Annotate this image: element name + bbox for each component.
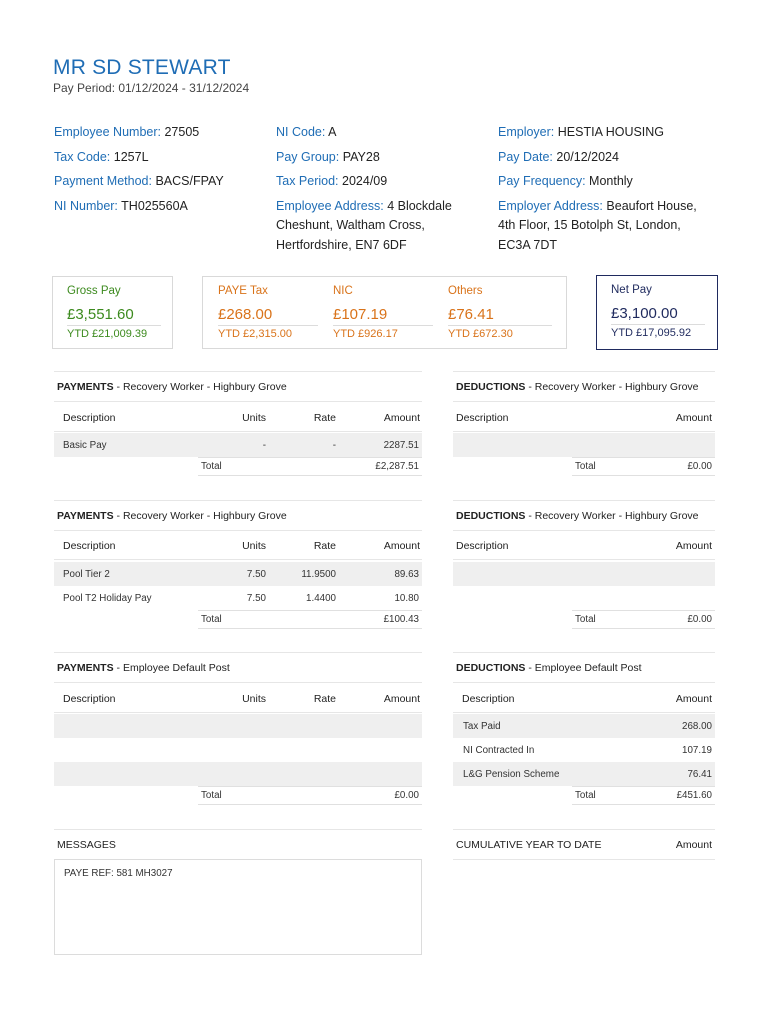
table-row: NI Contracted In 107.19 [463, 745, 712, 756]
pay-frequency: Pay Frequency: Monthly [498, 174, 633, 188]
employee-address: Employee Address: 4 Blockdale Cheshunt, Waltham Cross, Hertfordshire, EN7 6DF [276, 198, 452, 252]
nic-label: NIC [333, 285, 353, 297]
info-column-1 [54, 123, 264, 216]
deductions-section-title: DEDUCTIONS - Employee Default Post [456, 662, 642, 674]
table-row: Tax Paid 268.00 [453, 714, 715, 738]
table-row: Pool T2 Holiday Pay 7.50 1.4400 10.80 [63, 593, 419, 604]
payments-section-title: PAYMENTS - Recovery Worker - Highbury Grove [57, 381, 287, 393]
gross-pay-card [52, 276, 173, 349]
col-description: Description [63, 412, 116, 424]
messages-box [54, 859, 422, 955]
info-column-2 [276, 123, 486, 255]
paye-reference: PAYE REF: 581 MH3027 [64, 868, 173, 879]
deductions-total-row: Total £0.00 [572, 457, 715, 476]
col-amount: Amount [675, 839, 712, 851]
col-amount: Amount [675, 693, 712, 705]
col-units: Units [242, 693, 266, 705]
table-row: L&G Pension Scheme 76.41 [453, 762, 715, 786]
deductions-total-row: Total £0.00 [572, 610, 715, 629]
table-row [54, 714, 422, 738]
gross-pay-ytd: YTD £21,009.39 [67, 328, 148, 340]
employee-name: MR SD STEWART [53, 56, 231, 79]
cumulative-ytd-title: CUMULATIVE YEAR TO DATE [456, 839, 602, 851]
col-rate: Rate [313, 540, 336, 552]
deductions-total-row: Total £451.60 [572, 786, 715, 805]
others-label: Others [448, 285, 483, 297]
net-pay-card [596, 275, 718, 350]
ni-number: NI Number: TH025560A [54, 198, 188, 213]
paye-tax-ytd: YTD £2,315.00 [218, 328, 292, 340]
table-row [54, 762, 422, 786]
col-units: Units [242, 412, 266, 424]
deductions-summary-card [202, 276, 567, 349]
col-amount: Amount [383, 540, 420, 552]
messages-title: MESSAGES [57, 839, 116, 851]
pay-date: Pay Date: 20/12/2024 [498, 149, 619, 164]
others-value: £76.41 [448, 306, 494, 323]
col-description: Description [462, 693, 515, 705]
tax-code: Tax Code: 1257L [54, 149, 149, 164]
payments-total-row: Total £100.43 [198, 610, 422, 629]
col-description: Description [63, 540, 116, 552]
table-row: Basic Pay - - 2287.51 [54, 433, 422, 457]
col-description: Description [456, 540, 509, 552]
ni-code: NI Code: A [276, 125, 337, 139]
employer: Employer: HESTIA HOUSING [498, 125, 665, 139]
col-amount: Amount [383, 693, 420, 705]
info-column-3 [498, 123, 728, 255]
employee-number: Employee Number: 27505 [54, 125, 200, 139]
net-pay-value: £3,100.00 [611, 305, 678, 322]
tax-period: Tax Period: 2024/09 [276, 174, 388, 188]
table-row: Pool Tier 2 7.50 11.9500 89.63 [54, 562, 422, 586]
col-units: Units [242, 540, 266, 552]
payments-total-row: Total £0.00 [198, 786, 422, 805]
col-rate: Rate [313, 412, 336, 424]
pay-period: Pay Period: 01/12/2024 - 31/12/2024 [53, 81, 250, 95]
table-row [453, 562, 715, 586]
col-description: Description [63, 693, 116, 705]
col-rate: Rate [313, 693, 336, 705]
gross-pay-label: Gross Pay [67, 285, 121, 297]
others-ytd: YTD £672.30 [448, 328, 513, 340]
pay-group: Pay Group: PAY28 [276, 149, 380, 164]
table-row [453, 433, 715, 457]
col-description: Description [456, 412, 509, 424]
deductions-section-title: DEDUCTIONS - Recovery Worker - Highbury Grove [456, 510, 699, 522]
payments-total-row: Total £2,287.51 [198, 457, 422, 476]
col-amount: Amount [383, 412, 420, 424]
net-pay-ytd: YTD £17,095.92 [611, 327, 692, 339]
paye-tax-label: PAYE Tax [218, 285, 268, 297]
col-amount: Amount [675, 540, 712, 552]
gross-pay-value: £3,551.60 [67, 306, 134, 323]
net-pay-label: Net Pay [611, 284, 652, 296]
deductions-section-title: DEDUCTIONS - Recovery Worker - Highbury Grove [456, 381, 699, 393]
payments-section-title: PAYMENTS - Recovery Worker - Highbury Grove [57, 510, 287, 522]
employer-address: Employer Address: Beaufort House, 4th Floor, 15 Botolph St, London, EC3A 7DT [498, 198, 697, 252]
payment-method: Payment Method: BACS/FPAY [54, 174, 224, 188]
col-amount: Amount [675, 412, 712, 424]
paye-tax-value: £268.00 [218, 306, 273, 323]
nic-ytd: YTD £926.17 [333, 328, 398, 340]
nic-value: £107.19 [333, 306, 388, 323]
payments-section-title: PAYMENTS - Employee Default Post [57, 662, 230, 674]
